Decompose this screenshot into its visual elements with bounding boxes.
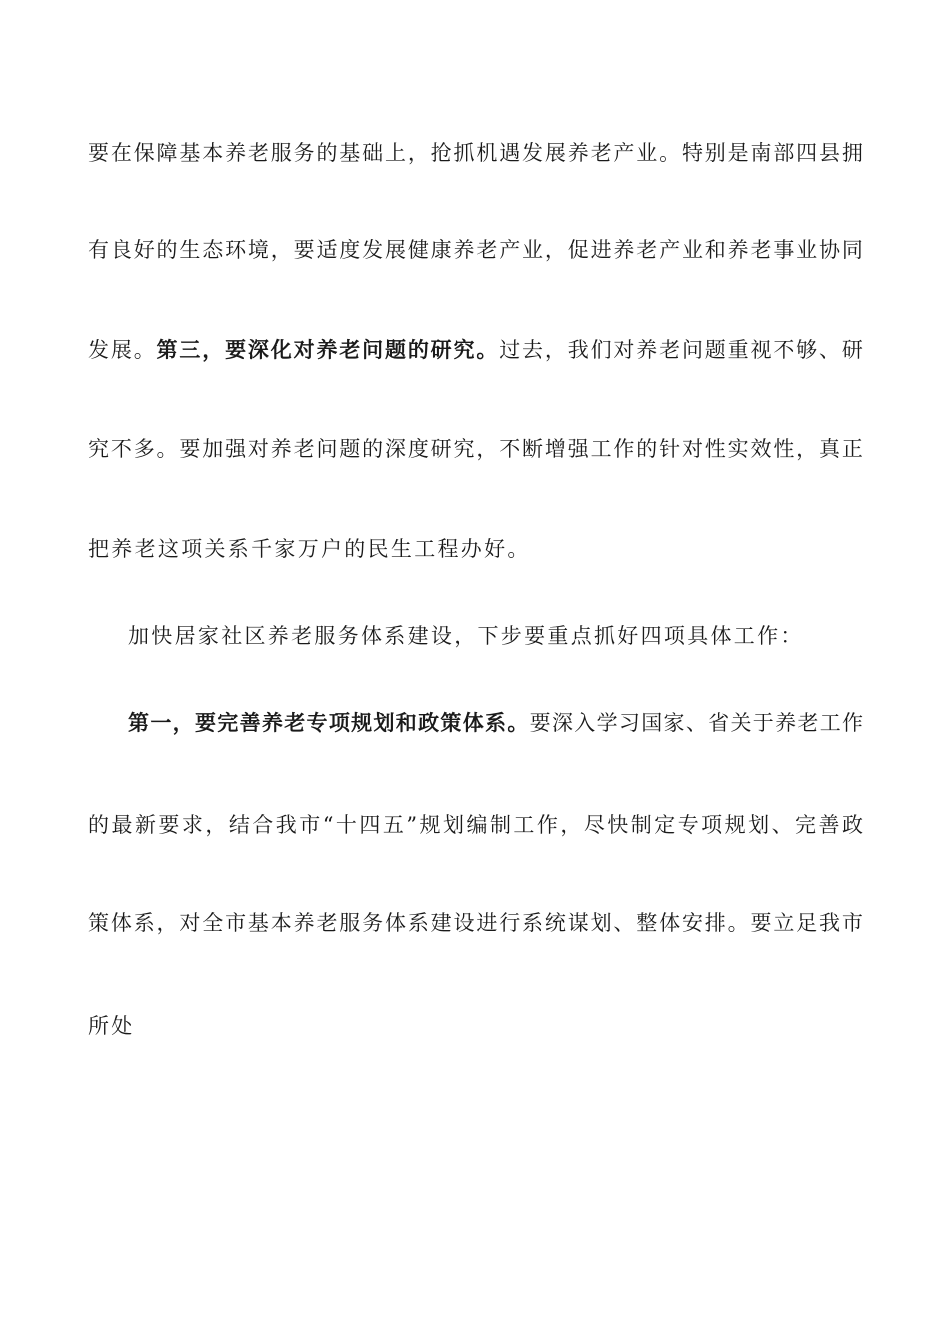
text-char: 统 xyxy=(544,911,566,935)
text-char: 规 xyxy=(419,813,441,837)
text-char: 入 xyxy=(574,711,596,735)
text-char: 。 xyxy=(133,338,155,362)
text-char: 基 xyxy=(247,911,269,935)
text-char: 究 xyxy=(453,337,475,362)
text-char: 四 xyxy=(359,813,381,837)
text-char: 结 xyxy=(228,813,250,837)
text-char: 项 xyxy=(328,710,350,735)
text-char: 善 xyxy=(818,813,840,837)
text-line-6 xyxy=(128,621,863,651)
text-char: 性 xyxy=(704,437,726,461)
text-char: 系 xyxy=(407,911,429,935)
text-segment: 加快居家社区养老服务体系建设，下步要重点抓好四项具体工作： xyxy=(128,624,804,648)
text-char: 策 xyxy=(88,911,109,935)
text-char: 和 xyxy=(395,710,417,735)
text-char: 产 xyxy=(613,141,635,165)
text-char: 养 xyxy=(225,141,247,165)
text-char: 全 xyxy=(202,911,224,935)
text-char: 同 xyxy=(841,238,863,262)
text-char: 不 xyxy=(773,338,795,362)
text-char: 作 xyxy=(536,813,558,837)
text-char: 题 xyxy=(339,437,361,461)
text-line-8 xyxy=(88,810,863,840)
text-char: 别 xyxy=(704,141,726,165)
text-char: ， xyxy=(270,238,292,262)
text-char: 养 xyxy=(775,711,797,735)
text-char: 老 xyxy=(636,238,658,262)
text-char: 市 xyxy=(841,911,863,935)
text-char: 系 xyxy=(485,710,506,735)
text-char: 深 xyxy=(551,711,573,735)
text-char: 上 xyxy=(384,141,406,165)
text-line-1 xyxy=(88,138,863,168)
text-char: 学 xyxy=(596,711,618,735)
text-char: 。 xyxy=(507,710,529,735)
text-char: 完 xyxy=(795,813,817,837)
text-char: 老 xyxy=(750,238,772,262)
text-char: 断 xyxy=(522,437,544,461)
text-char: 效 xyxy=(750,437,772,461)
text-char: 在 xyxy=(110,141,132,165)
text-char: 、 xyxy=(613,911,635,935)
text-char: 工 xyxy=(590,437,612,461)
text-char: 深 xyxy=(384,437,406,461)
text-char: ， xyxy=(796,437,818,461)
text-char: 。 xyxy=(476,337,498,362)
text-char: 对 xyxy=(613,338,635,362)
text-char: 第 xyxy=(128,710,149,735)
text-line-5 xyxy=(88,534,863,564)
text-char: 发 xyxy=(522,141,544,165)
text-char: 整 xyxy=(636,911,658,935)
text-char: 老 xyxy=(476,238,498,262)
text-char: 对 xyxy=(247,437,269,461)
text-char: 专 xyxy=(306,710,328,735)
text-char: 体 xyxy=(384,911,406,935)
text-char: 健 xyxy=(407,238,429,262)
text-char: 抓 xyxy=(453,141,475,165)
text-char: 服 xyxy=(339,911,361,935)
text-char: 善 xyxy=(239,710,261,735)
text-char: 部 xyxy=(773,141,795,165)
text-char: 养 xyxy=(261,710,283,735)
text-char: 康 xyxy=(430,238,452,262)
text-char: ， xyxy=(205,813,227,837)
text-char: 尽 xyxy=(583,813,605,837)
text-char: 要 xyxy=(225,337,247,362)
text-char: 快 xyxy=(607,813,629,837)
text-char: 的 xyxy=(362,437,384,461)
text-char: 度 xyxy=(339,238,361,262)
text-char: 机 xyxy=(476,141,498,165)
text-char: ， xyxy=(544,238,566,262)
text-char: 老 xyxy=(590,141,612,165)
text-char: 体 xyxy=(659,911,681,935)
text-char: 对 xyxy=(179,911,201,935)
text-char: 进 xyxy=(590,238,612,262)
text-char: 本 xyxy=(202,141,224,165)
text-char: 养 xyxy=(636,338,658,362)
text-char: 规 xyxy=(724,813,746,837)
text-char: 老 xyxy=(797,711,819,735)
text-char: 规 xyxy=(351,710,373,735)
text-char: 产 xyxy=(659,238,681,262)
text-char: 协 xyxy=(819,238,840,262)
text-char: 国 xyxy=(641,711,663,735)
text-char: 强 xyxy=(225,437,247,461)
text-char: 合 xyxy=(252,813,274,837)
text-char: 要 xyxy=(529,711,551,735)
text-char: 市 xyxy=(225,911,247,935)
text-char: 展 xyxy=(110,338,132,362)
text-char: ， xyxy=(560,813,582,837)
text-char: 特 xyxy=(681,141,703,165)
text-char: 我 xyxy=(275,813,297,837)
text-char: 我 xyxy=(567,338,589,362)
text-char: 要 xyxy=(158,813,180,837)
text-char: 养 xyxy=(567,141,589,165)
text-char: 最 xyxy=(111,813,133,837)
text-char: 。 xyxy=(156,437,178,461)
text-char: 行 xyxy=(499,911,521,935)
text-char: 一 xyxy=(150,710,172,735)
text-char: 去 xyxy=(522,338,544,362)
text-char: 市 xyxy=(299,813,321,837)
text-char: 良 xyxy=(110,238,132,262)
text-char: 养 xyxy=(270,437,292,461)
text-char: 政 xyxy=(418,710,440,735)
text-char: 老 xyxy=(339,337,361,362)
text-char: 制 xyxy=(489,813,511,837)
text-segment: 所处 xyxy=(88,1014,135,1038)
text-char: 度 xyxy=(407,437,429,461)
text-char: 保 xyxy=(133,141,155,165)
text-char: 省 xyxy=(708,711,730,735)
text-char: 三 xyxy=(179,337,201,362)
text-char: 第 xyxy=(156,337,178,362)
text-line-7 xyxy=(128,708,863,738)
text-char: 是 xyxy=(727,141,749,165)
text-char: 针 xyxy=(659,437,681,461)
text-char: 正 xyxy=(841,437,863,461)
text-char: 养 xyxy=(453,238,475,262)
text-char: 要 xyxy=(88,141,109,165)
text-char: 发 xyxy=(88,338,109,362)
text-char: 究 xyxy=(88,437,109,461)
text-char: 项 xyxy=(701,813,723,837)
text-char: ， xyxy=(172,710,194,735)
text-char: 划 xyxy=(443,813,464,837)
text-char: 遇 xyxy=(499,141,521,165)
text-segment: 把养老这项关系千家万户的民生工程办好。 xyxy=(88,537,531,561)
text-char: 、 xyxy=(771,813,793,837)
text-char: 有 xyxy=(88,238,109,262)
text-char: 养 xyxy=(293,911,315,935)
text-char: 好 xyxy=(133,238,155,262)
text-char: 要 xyxy=(179,437,201,461)
text-char: 础 xyxy=(362,141,384,165)
text-char: 拥 xyxy=(841,141,863,165)
text-char: 障 xyxy=(156,141,178,165)
text-char: 新 xyxy=(134,813,156,837)
text-char: 生 xyxy=(179,238,201,262)
text-char: 不 xyxy=(499,437,521,461)
text-char: 四 xyxy=(796,141,818,165)
text-line-4 xyxy=(88,434,863,464)
text-char: 和 xyxy=(704,238,726,262)
text-char: 究 xyxy=(453,437,475,461)
text-char: 过 xyxy=(499,338,521,362)
text-char: 体 xyxy=(110,911,132,935)
text-char: 基 xyxy=(339,141,361,165)
text-char: 关 xyxy=(730,711,752,735)
text-char: 的 xyxy=(316,141,338,165)
text-char: 我 xyxy=(819,911,840,935)
text-char: 工 xyxy=(513,813,535,837)
text-char: 家 xyxy=(663,711,685,735)
text-char: 问 xyxy=(362,337,384,362)
text-char: 业 xyxy=(796,238,818,262)
text-char: ， xyxy=(407,141,429,165)
text-char: 五 xyxy=(382,813,404,837)
text-char: 排 xyxy=(704,911,726,935)
text-char: 县 xyxy=(819,141,840,165)
text-char: 基 xyxy=(179,141,201,165)
text-char: 对 xyxy=(681,437,703,461)
text-char: 业 xyxy=(636,141,658,165)
text-char: 进 xyxy=(476,911,498,935)
text-char: 、 xyxy=(685,711,707,735)
text-char: 深 xyxy=(247,337,269,362)
text-char: ， xyxy=(544,338,566,362)
text-char: 立 xyxy=(773,911,795,935)
text-char: 加 xyxy=(202,437,224,461)
text-char: 编 xyxy=(466,813,488,837)
text-char: 老 xyxy=(284,710,306,735)
text-char: 作 xyxy=(613,437,635,461)
text-char: 制 xyxy=(630,813,652,837)
text-char: 业 xyxy=(522,238,544,262)
text-char: 业 xyxy=(681,238,703,262)
text-char: 题 xyxy=(384,337,406,362)
text-char: 本 xyxy=(270,911,292,935)
text-char: 要 xyxy=(750,911,772,935)
text-char: 务 xyxy=(362,911,384,935)
text-char: 的 xyxy=(407,337,429,362)
text-char: ， xyxy=(156,911,178,935)
text-char: 政 xyxy=(841,813,863,837)
text-char: 完 xyxy=(217,710,239,735)
text-char: 、 xyxy=(819,338,840,362)
text-char: 态 xyxy=(202,238,224,262)
text-char: 足 xyxy=(796,911,818,935)
text-char: 建 xyxy=(430,911,452,935)
text-char: 划 xyxy=(748,813,770,837)
text-char: 研 xyxy=(430,337,452,362)
text-char: 体 xyxy=(462,710,484,735)
text-char: 。 xyxy=(727,911,749,935)
text-char: 们 xyxy=(590,338,612,362)
text-char: 多 xyxy=(133,437,155,461)
text-line-10 xyxy=(88,1011,863,1041)
text-char: 系 xyxy=(522,911,544,935)
text-char: 养 xyxy=(727,238,749,262)
text-char: 问 xyxy=(316,437,338,461)
text-char: 事 xyxy=(773,238,795,262)
text-char: 服 xyxy=(270,141,292,165)
text-char: 的 xyxy=(636,437,658,461)
text-char: 研 xyxy=(430,437,452,461)
text-char: 定 xyxy=(654,813,676,837)
text-char: 境 xyxy=(247,238,269,262)
text-char: 作 xyxy=(842,711,863,735)
text-char: 要 xyxy=(194,710,216,735)
text-char: 老 xyxy=(247,141,269,165)
text-char: 题 xyxy=(704,338,726,362)
text-char: 要 xyxy=(293,238,315,262)
text-char: 展 xyxy=(384,238,406,262)
text-char: 问 xyxy=(681,338,703,362)
text-char: 求 xyxy=(181,813,203,837)
text-char: 习 xyxy=(618,711,640,735)
text-char: 发 xyxy=(362,238,384,262)
text-char: 专 xyxy=(677,813,699,837)
text-char: 划 xyxy=(590,911,612,935)
text-char: 实 xyxy=(727,437,749,461)
text-char: 务 xyxy=(293,141,315,165)
text-char: 设 xyxy=(453,911,475,935)
text-char: ， xyxy=(476,437,498,461)
text-char: 老 xyxy=(659,338,681,362)
text-char: 研 xyxy=(841,338,863,362)
text-char: 抢 xyxy=(430,141,452,165)
text-char: “ xyxy=(322,813,334,837)
text-char: 养 xyxy=(316,337,338,362)
text-char: 老 xyxy=(316,911,338,935)
text-char: 适 xyxy=(316,238,338,262)
text-char: 划 xyxy=(373,710,395,735)
text-char: 工 xyxy=(819,711,841,735)
text-char: 老 xyxy=(293,437,315,461)
text-char: 于 xyxy=(752,711,774,735)
text-char: 强 xyxy=(567,437,589,461)
text-char: 安 xyxy=(681,911,703,935)
text-char: 促 xyxy=(567,238,589,262)
text-char: ， xyxy=(202,337,224,362)
text-char: 增 xyxy=(544,437,566,461)
text-char: 环 xyxy=(225,238,247,262)
text-char: 南 xyxy=(750,141,772,165)
text-char: 系 xyxy=(133,911,155,935)
text-char: 够 xyxy=(796,338,818,362)
text-char: 十 xyxy=(335,813,357,837)
text-char: 对 xyxy=(293,337,315,362)
text-char: 。 xyxy=(659,141,681,165)
text-line-3 xyxy=(88,335,863,365)
text-line-2 xyxy=(88,235,863,265)
text-char: 养 xyxy=(613,238,635,262)
text-char: 的 xyxy=(156,238,178,262)
text-char: ” xyxy=(406,813,418,837)
text-char: 的 xyxy=(88,813,109,837)
text-char: 不 xyxy=(110,437,132,461)
text-line-9 xyxy=(88,908,863,938)
text-char: 化 xyxy=(270,337,292,362)
text-char: 产 xyxy=(499,238,521,262)
text-char: 视 xyxy=(750,338,772,362)
text-char: 谋 xyxy=(567,911,589,935)
text-char: 真 xyxy=(819,437,840,461)
text-char: 展 xyxy=(544,141,566,165)
text-char: 策 xyxy=(440,710,462,735)
text-char: 性 xyxy=(773,437,795,461)
text-char: 重 xyxy=(727,338,749,362)
